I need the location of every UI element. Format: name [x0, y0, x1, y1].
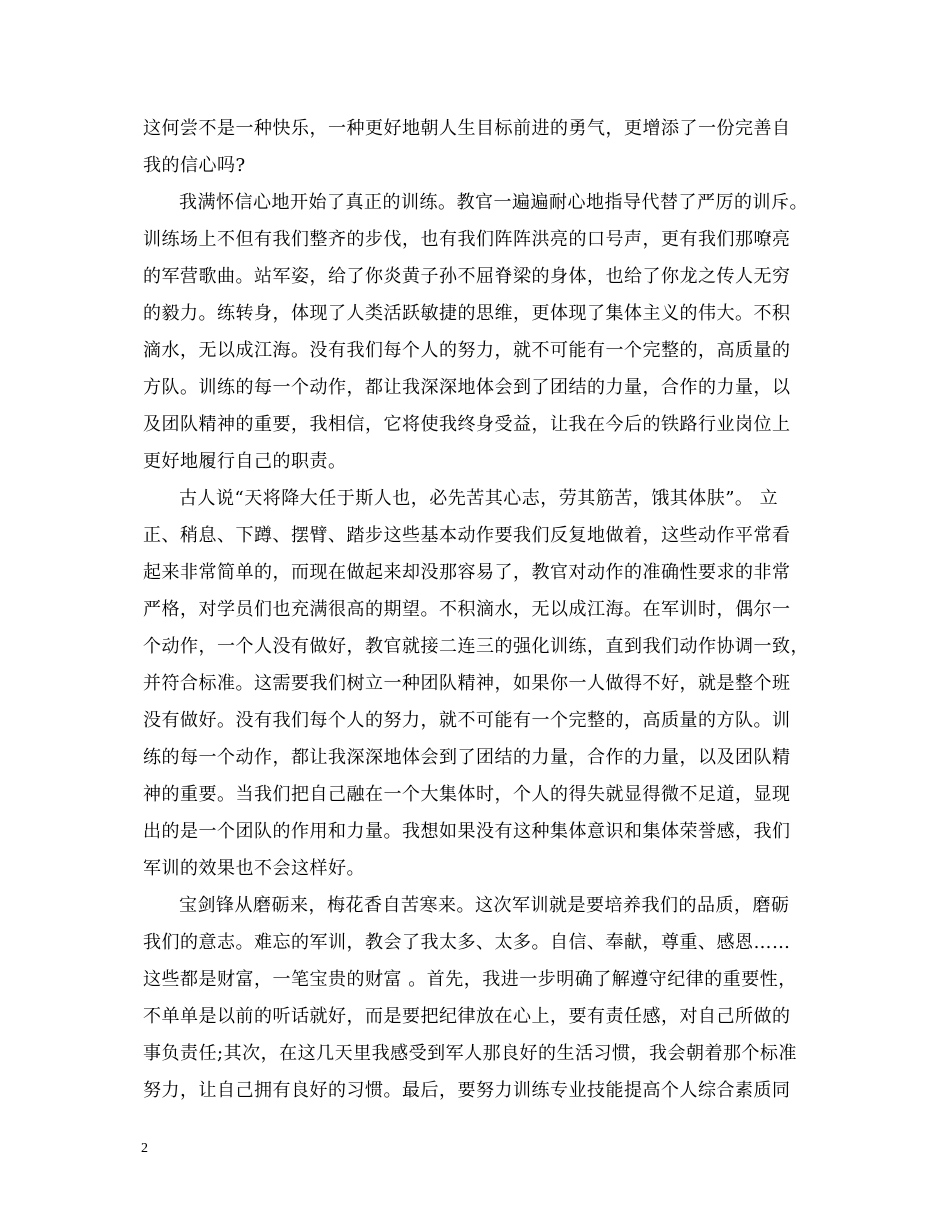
- paragraph-start-line: 古人说“天将降大任于斯人也，必先苦其心志，劳其筋苦，饿其体肤”。 立: [179, 488, 779, 509]
- text-line: 严格，对学员们也充满很高的期望。不积滴水，无以成江海。在军训时，偶尔一: [143, 599, 791, 620]
- text-line: 正、稍息、下蹲、摆臂、踏步这些基本动作要我们反复地做着，这些动作平常看: [143, 525, 791, 546]
- text-line: 我们的意志。难忘的军训，教会了我太多、太多。自信、奉献，尊重、感恩……: [143, 932, 791, 953]
- text-line: 军训的效果也不会这样好。: [143, 858, 365, 879]
- text-line: 这何尝不是一种快乐，一种更好地朝人生目标前进的勇气，更增添了一份完善自: [143, 118, 791, 139]
- paragraph-start-line: 我满怀信心地开始了真正的训练。教官一遍遍耐心地指导代替了严厉的训斥。: [179, 192, 808, 213]
- text-line: 并符合标准。这需要我们树立一种团队精神，如果你一人做得不好，就是整个班: [143, 673, 791, 694]
- text-line: 没有做好。没有我们每个人的努力，就不可能有一个完整的，高质量的方队。训: [143, 710, 791, 731]
- text-line: 不单单是以前的听话就好，而是要把纪律放在心上，要有责任感，对自己所做的: [143, 1006, 791, 1027]
- text-line: 练的每一个动作，都让我深深地体会到了团结的力量，合作的力量，以及团队精: [143, 747, 791, 768]
- text-line: 出的是一个团队的作用和力量。我想如果没有这种集体意识和集体荣誉感，我们: [143, 821, 791, 842]
- text-line: 我的信心吗?: [143, 155, 246, 176]
- text-line: 这些都是财富，一笔宝贵的财富 。首先，我进一步明确了解遵守纪律的重要性，: [143, 969, 797, 990]
- paragraph-start-line: 宝剑锋从磨砺来，梅花香自苦寒来。这次军训就是要培养我们的品质，磨砺: [179, 895, 790, 916]
- text-line: 事负责任;其次，在这几天里我感受到军人那良好的生活习惯，我会朝着那个标准: [143, 1043, 798, 1064]
- text-line: 神的重要。当我们把自己融在一个大集体时，个人的得失就显得微不足道，显现: [143, 784, 791, 805]
- text-line: 更好地履行自己的职责。: [143, 451, 347, 472]
- text-line: 个动作，一个人没有做好，教官就接二连三的强化训练，直到我们动作协调一致，: [143, 636, 809, 657]
- text-line: 起来非常简单的，而现在做起来却没那容易了，教官对动作的准确性要求的非常: [143, 562, 791, 583]
- text-line: 训练场上不但有我们整齐的步伐，也有我们阵阵洪亮的口号声，更有我们那嘹亮: [143, 229, 791, 250]
- text-line: 及团队精神的重要，我相信，它将使我终身受益，让我在今后的铁路行业岗位上: [143, 414, 791, 435]
- text-line: 方队。训练的每一个动作，都让我深深地体会到了团结的力量，合作的力量，以: [143, 377, 791, 398]
- text-line: 努力，让自己拥有良好的习惯。最后，要努力训练专业技能提高个人综合素质同: [143, 1080, 791, 1101]
- text-line: 的军营歌曲。站军姿，给了你炎黄子孙不屈脊梁的身体，也给了你龙之传人无穷: [143, 266, 791, 287]
- body-text: [143, 110, 813, 1109]
- text-line: 滴水，无以成江海。没有我们每个人的努力，就不可能有一个完整的，高质量的: [143, 340, 791, 361]
- page-number: 2: [141, 1141, 148, 1156]
- text-line: 的毅力。练转身，体现了人类活跃敏捷的思维，更体现了集体主义的伟大。不积: [143, 303, 791, 324]
